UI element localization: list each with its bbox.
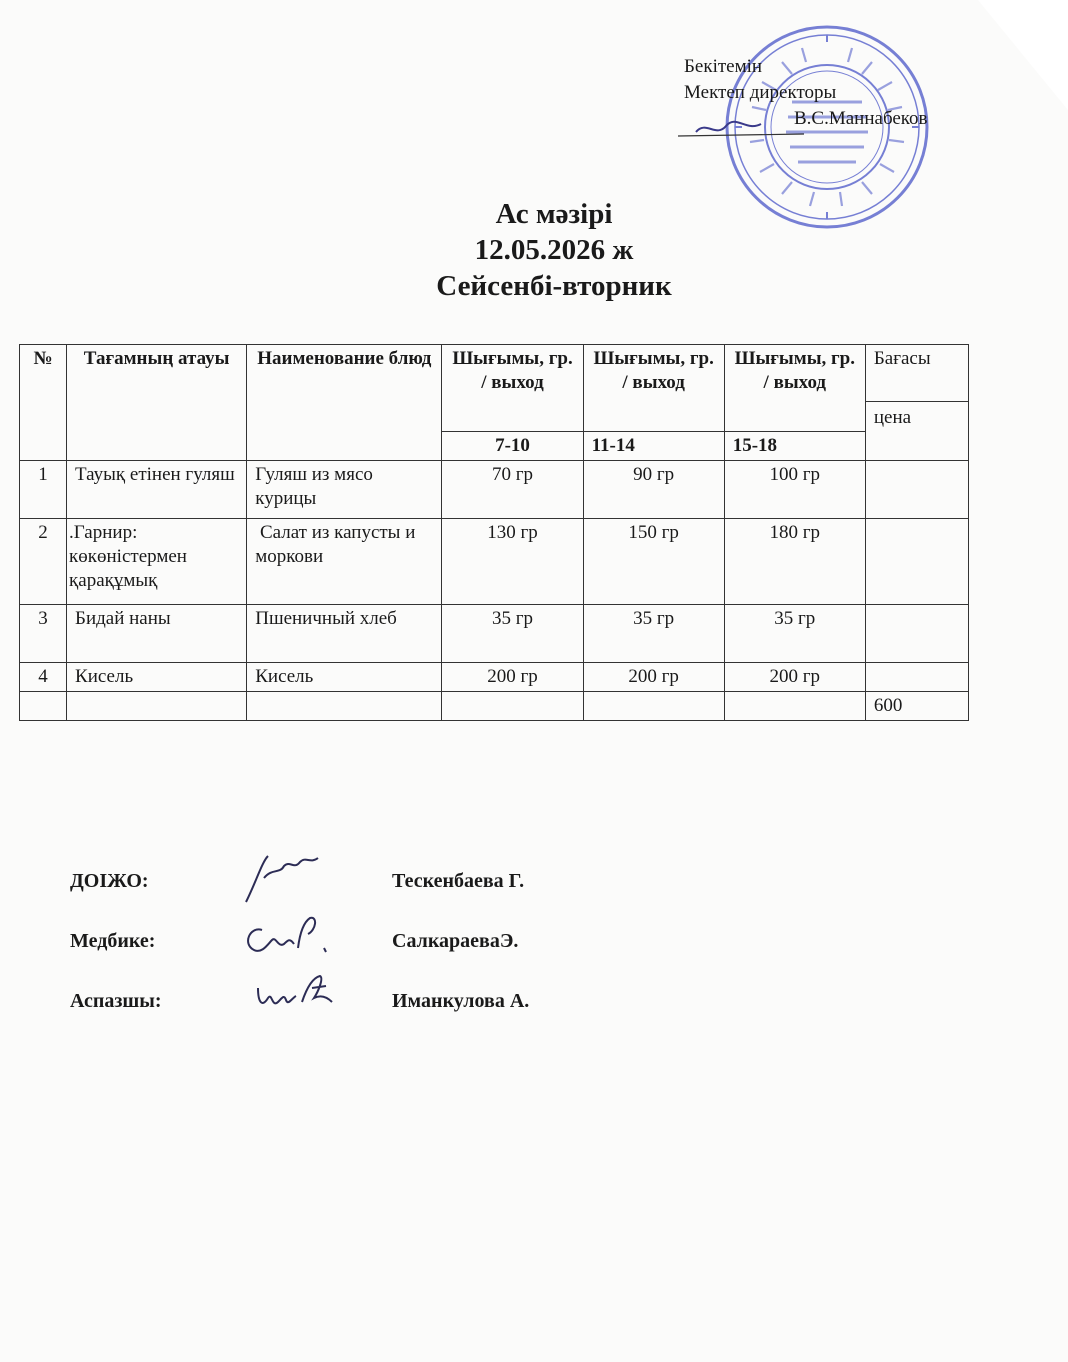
signature-name: Иманкулова А. xyxy=(392,990,530,1012)
signature-role: Медбике: xyxy=(70,930,156,952)
signature-name: Тескенбаева Г. xyxy=(392,870,525,892)
yield-11-14: 150 гр xyxy=(583,519,724,605)
total-empty xyxy=(20,692,67,721)
header-yield-2: Шығымы, гр. / выход xyxy=(583,345,724,432)
total-empty xyxy=(442,692,583,721)
total-empty xyxy=(583,692,724,721)
age-group-3: 15-18 xyxy=(724,432,865,461)
header-row-1 xyxy=(20,345,969,402)
dish-ru: Пшеничный хлеб xyxy=(247,605,442,663)
header-kz-name: Тағамның атауы xyxy=(67,345,247,461)
yield-15-18: 180 гр xyxy=(724,519,865,605)
age-group-1: 7-10 xyxy=(442,432,583,461)
handwritten-signature xyxy=(228,908,368,964)
row-price xyxy=(865,605,968,663)
header-yield-3: Шығымы, гр. / выход xyxy=(724,345,865,432)
total-price: 600 xyxy=(865,692,968,721)
row-no: 3 xyxy=(20,605,67,663)
table-row xyxy=(20,519,969,605)
approval-line-1: Бекітемін xyxy=(684,56,763,77)
dish-kz: .Гарнир: көкөністермен қарақұмық xyxy=(67,519,247,605)
total-empty xyxy=(724,692,865,721)
signature-role: ДОІЖО: xyxy=(70,870,149,892)
dish-ru: Гуляш из мясо курицы xyxy=(247,461,442,519)
header-yield-1: Шығымы, гр. / выход xyxy=(442,345,583,432)
row-price xyxy=(865,461,968,519)
yield-15-18: 100 гр xyxy=(724,461,865,519)
dish-kz: Тауық етінен гуляш xyxy=(67,461,247,519)
yield-7-10: 35 гр xyxy=(442,605,583,663)
header-ru-name: Наименование блюд xyxy=(247,345,442,461)
approval-line-2: Мектеп директоры xyxy=(684,82,837,103)
yield-11-14: 200 гр xyxy=(583,663,724,692)
signature-role: Аспазшы: xyxy=(70,990,162,1012)
header-no: № xyxy=(20,345,67,461)
age-group-2: 11-14 xyxy=(583,432,724,461)
handwritten-signature xyxy=(228,848,368,904)
row-price xyxy=(865,663,968,692)
director-signature xyxy=(676,112,806,142)
page-corner-fold xyxy=(978,0,1068,110)
title-day: Сейсенбі-вторник xyxy=(436,270,672,302)
menu-title xyxy=(0,196,1068,304)
header-price-ru: цена xyxy=(865,402,968,461)
total-empty xyxy=(67,692,247,721)
yield-15-18: 200 гр xyxy=(724,663,865,692)
total-row xyxy=(20,692,969,721)
yield-7-10: 70 гр xyxy=(442,461,583,519)
handwritten-signature xyxy=(228,968,368,1024)
title-date: 12.05.2026 ж xyxy=(474,234,634,266)
row-price xyxy=(865,519,968,605)
yield-11-14: 35 гр xyxy=(583,605,724,663)
dish-ru: Кисель xyxy=(247,663,442,692)
row-no: 4 xyxy=(20,663,67,692)
signature-name: СалкараеваЭ. xyxy=(392,930,519,952)
row-no: 2 xyxy=(20,519,67,605)
director-name: В.С.Маннабеков xyxy=(794,108,928,129)
menu-table xyxy=(19,344,969,721)
table-row xyxy=(20,605,969,663)
table-row xyxy=(20,663,969,692)
yield-11-14: 90 гр xyxy=(583,461,724,519)
row-no: 1 xyxy=(20,461,67,519)
title-line-1: Ас мәзірі xyxy=(495,198,613,230)
dish-ru: Салат из капусты и моркови xyxy=(247,519,442,605)
header-price-kz: Бағасы xyxy=(865,345,968,402)
total-empty xyxy=(247,692,442,721)
yield-15-18: 35 гр xyxy=(724,605,865,663)
yield-7-10: 200 гр xyxy=(442,663,583,692)
table-row xyxy=(20,461,969,519)
yield-7-10: 130 гр xyxy=(442,519,583,605)
dish-kz: Кисель xyxy=(67,663,247,692)
dish-kz: Бидай наны xyxy=(67,605,247,663)
